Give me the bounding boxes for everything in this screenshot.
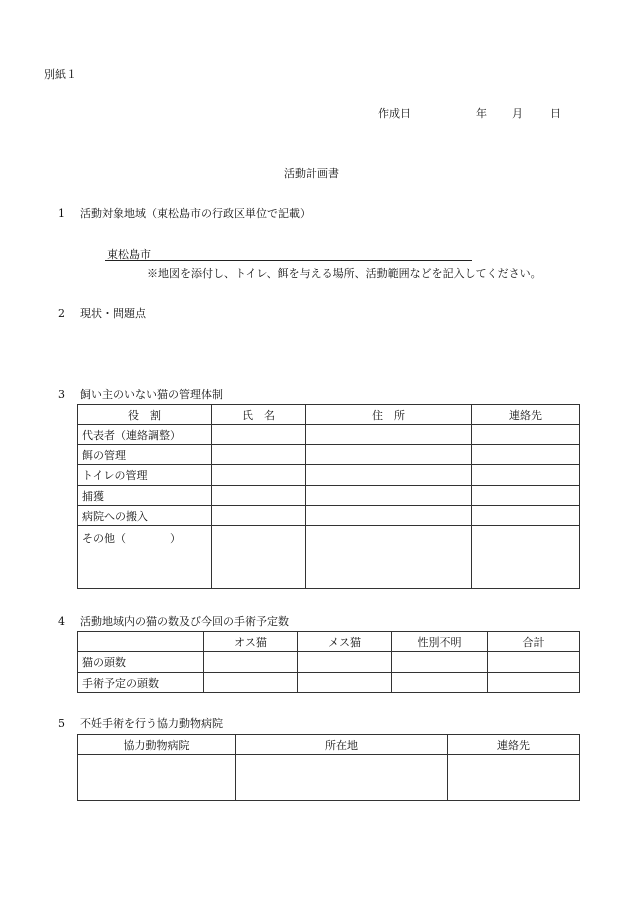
header-name: 氏 名 — [212, 405, 306, 425]
table-row — [78, 506, 580, 526]
header-blank — [78, 632, 204, 652]
header-hospital-contact: 連絡先 — [448, 735, 580, 755]
section2-number: 2 — [58, 307, 65, 320]
name-cell[interactable] — [212, 445, 306, 465]
header-female: メス猫 — [298, 632, 392, 652]
address-cell[interactable] — [306, 526, 472, 589]
table-row — [78, 673, 580, 693]
header-address: 住 所 — [306, 405, 472, 425]
row-surgery-count: 手術予定の頭数 — [78, 673, 204, 693]
creation-date-label: 作成日 — [378, 107, 411, 120]
hospital-location-cell[interactable] — [236, 755, 448, 801]
table-row — [78, 445, 580, 465]
date-month-label: 月 — [512, 107, 523, 120]
section2-heading: 現状・問題点 — [80, 307, 146, 320]
header-male: オス猫 — [204, 632, 298, 652]
role-feeding: 餌の管理 — [78, 445, 212, 465]
map-attachment-note: ※地図を添付し、トイレ、餌を与える場所、活動範囲などを記入してください。 — [147, 267, 542, 280]
role-capture: 捕獲 — [78, 486, 212, 506]
area-input-line[interactable] — [105, 260, 472, 261]
role-representative: 代表者（連絡調整） — [78, 425, 212, 445]
table-row — [78, 652, 580, 673]
table-row — [78, 425, 580, 445]
city-name: 東松島市 — [107, 248, 151, 261]
date-day-label: 日 — [550, 107, 561, 120]
management-table — [77, 404, 580, 589]
management-header-row — [78, 405, 580, 425]
header-role: 役 割 — [78, 405, 212, 425]
total-count-cell[interactable] — [488, 673, 580, 693]
address-cell[interactable] — [306, 486, 472, 506]
section1-heading: 活動対象地域（東松島市の行政区単位で記載） — [80, 207, 311, 220]
hospital-header-row — [78, 735, 580, 755]
unknown-count-cell[interactable] — [392, 652, 488, 673]
section3-number: 3 — [58, 388, 65, 401]
name-cell[interactable] — [212, 425, 306, 445]
contact-cell[interactable] — [472, 445, 580, 465]
date-year-label: 年 — [476, 107, 487, 120]
attachment-label: 別紙１ — [44, 68, 77, 81]
role-other: その他（ ） — [78, 526, 212, 589]
table-row — [78, 526, 580, 589]
name-cell[interactable] — [212, 465, 306, 486]
hospital-table — [77, 734, 580, 801]
header-hospital: 協力動物病院 — [78, 735, 236, 755]
section3-heading: 飼い主のいない猫の管理体制 — [80, 388, 223, 401]
female-count-cell[interactable] — [298, 652, 392, 673]
total-count-cell[interactable] — [488, 652, 580, 673]
section4-heading: 活動地域内の猫の数及び今回の手術予定数 — [80, 615, 289, 628]
contact-cell[interactable] — [472, 526, 580, 589]
hospital-name-cell[interactable] — [78, 755, 236, 801]
role-toilet: トイレの管理 — [78, 465, 212, 486]
cat-count-table — [77, 631, 580, 693]
name-cell[interactable] — [212, 506, 306, 526]
row-cat-count: 猫の頭数 — [78, 652, 204, 673]
name-cell[interactable] — [212, 526, 306, 589]
unknown-count-cell[interactable] — [392, 673, 488, 693]
contact-cell[interactable] — [472, 506, 580, 526]
section5-number: 5 — [58, 717, 65, 730]
male-count-cell[interactable] — [204, 652, 298, 673]
table-row — [78, 486, 580, 506]
section5-heading: 不妊手術を行う協力動物病院 — [80, 717, 223, 730]
role-hospital-transport: 病院への搬入 — [78, 506, 212, 526]
male-count-cell[interactable] — [204, 673, 298, 693]
contact-cell[interactable] — [472, 465, 580, 486]
contact-cell[interactable] — [472, 425, 580, 445]
section4-number: 4 — [58, 615, 65, 628]
table-row — [78, 465, 580, 486]
address-cell[interactable] — [306, 425, 472, 445]
contact-cell[interactable] — [472, 486, 580, 506]
female-count-cell[interactable] — [298, 673, 392, 693]
page-title: 活動計画書 — [284, 167, 339, 180]
table-row — [78, 755, 580, 801]
section1-number: 1 — [58, 207, 65, 220]
address-cell[interactable] — [306, 465, 472, 486]
header-location: 所在地 — [236, 735, 448, 755]
header-unknown-sex: 性別不明 — [392, 632, 488, 652]
address-cell[interactable] — [306, 445, 472, 465]
cat-count-header-row — [78, 632, 580, 652]
address-cell[interactable] — [306, 506, 472, 526]
header-total: 合計 — [488, 632, 580, 652]
name-cell[interactable] — [212, 486, 306, 506]
header-contact: 連絡先 — [472, 405, 580, 425]
hospital-contact-cell[interactable] — [448, 755, 580, 801]
